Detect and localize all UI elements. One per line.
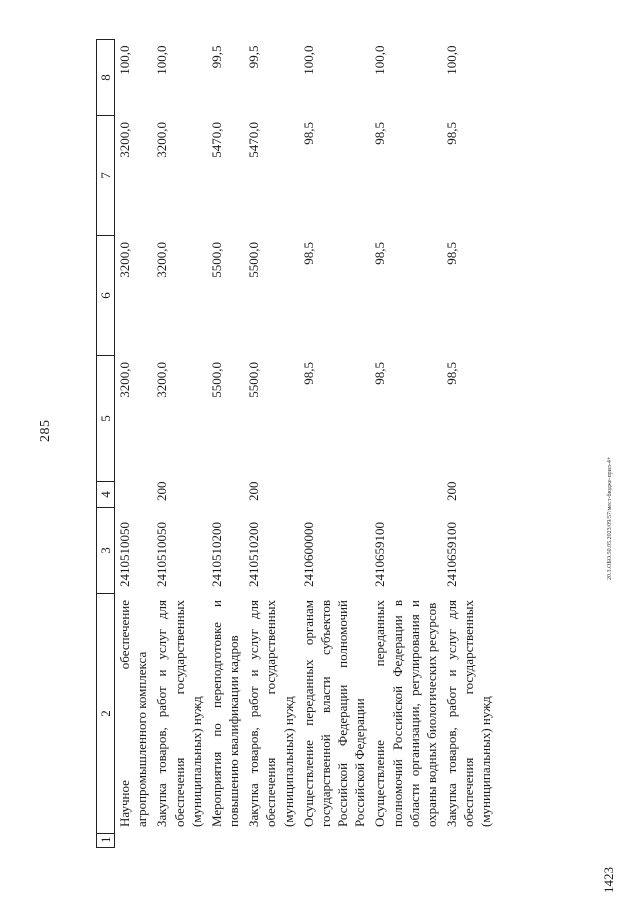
row-type (207, 482, 244, 508)
row-value-6: 98,5 (372, 242, 388, 265)
row-value-8: 99,5 (208, 45, 224, 69)
header-col-6: 6 (97, 236, 115, 356)
row-value-6: 3200,0 (154, 242, 170, 278)
row-type: 200 (246, 481, 262, 501)
row-value-5: 98,5 (443, 362, 459, 385)
table-row (299, 40, 371, 848)
row-value-8: 100,0 (300, 45, 316, 75)
row-value-5: 5500,0 (246, 362, 262, 398)
row-code: 2410600000 (300, 522, 316, 587)
row-value-6: 5500,0 (208, 242, 224, 278)
header-col-8: 8 (97, 40, 115, 116)
table-row (442, 40, 496, 848)
row-type: 200 (154, 481, 170, 501)
row-value-5: 3200,0 (154, 362, 170, 398)
row-name: Закупка товаров, работ и услуг для обеспечения государственных (муниципальных) нужд (246, 600, 296, 827)
budget-table-rotated (96, 40, 566, 848)
row-value-6: 98,5 (300, 242, 316, 265)
row-name: Мероприятия по переподготовке и повышению квалификации кадров (208, 600, 242, 827)
row-type: 200 (443, 481, 459, 501)
document-stamp: 20.3.ОБО.50.05.2023/09/57/мест-бюдже-прил-4+ (607, 456, 613, 580)
row-value-8: 100,0 (117, 45, 133, 75)
row-name: Закупка товаров, работ и услуг для обеспечения государственных (муниципальных) нужд (443, 600, 494, 827)
footer-page-number: 1423 (601, 867, 616, 893)
row-code: 2410510050 (117, 522, 133, 587)
row-code: 2410510200 (208, 522, 224, 587)
row-value-5: 98,5 (300, 362, 316, 385)
row-value-6: 5500,0 (246, 242, 262, 278)
row-value-5: 5500,0 (208, 362, 224, 398)
row-name: Научное обеспечение агропромышленного комплекса (117, 600, 150, 827)
header-col-5: 5 (97, 356, 115, 482)
row-name: Закупка товаров, работ и услуг для обеспечения государственных (муниципальных) нужд (154, 600, 204, 827)
row-name: Осуществление переданных органам государственной власти субъектов Российской Федерации полномочий Российской Федерации (300, 600, 368, 827)
table-row (370, 40, 442, 848)
row-value-5: 98,5 (372, 362, 388, 385)
row-value-8: 100,0 (372, 45, 388, 75)
row-code: 2410510050 (154, 522, 170, 587)
row-value-7: 3200,0 (154, 122, 170, 158)
table-row (152, 40, 206, 848)
table-row (244, 40, 298, 848)
row-type (115, 482, 153, 508)
row-value-7: 3200,0 (117, 122, 133, 158)
row-type (299, 482, 371, 508)
row-code: 2410659100 (372, 522, 388, 587)
header-col-1: 1 (97, 834, 115, 848)
row-value-6: 98,5 (443, 242, 459, 265)
row-value-8: 99,5 (246, 45, 262, 69)
row-value-8: 100,0 (443, 45, 459, 75)
row-value-7: 5470,0 (208, 122, 224, 158)
table-row (115, 40, 153, 848)
table-row (207, 40, 244, 848)
row-value-6: 3200,0 (117, 242, 133, 278)
row-value-7: 98,5 (372, 122, 388, 145)
header-col-4: 4 (97, 482, 115, 508)
budget-table (96, 39, 496, 848)
row-value-5: 3200,0 (117, 362, 133, 398)
row-code: 2410659100 (443, 522, 459, 587)
row-type (370, 482, 442, 508)
table-header-row (97, 40, 115, 848)
row-value-7: 5470,0 (246, 122, 262, 158)
page-number: 285 (38, 419, 53, 442)
row-code: 2410510200 (246, 522, 262, 587)
header-col-7: 7 (97, 116, 115, 236)
row-value-8: 100,0 (154, 45, 170, 75)
row-value-7: 98,5 (443, 122, 459, 145)
header-col-2: 2 (97, 594, 115, 834)
row-name: Осуществление переданных полномочий Российской Федерации в области организации, регулирования и охраны водных биологических ресурсов (372, 600, 439, 827)
row-value-7: 98,5 (300, 122, 316, 145)
header-col-3: 3 (97, 508, 115, 594)
